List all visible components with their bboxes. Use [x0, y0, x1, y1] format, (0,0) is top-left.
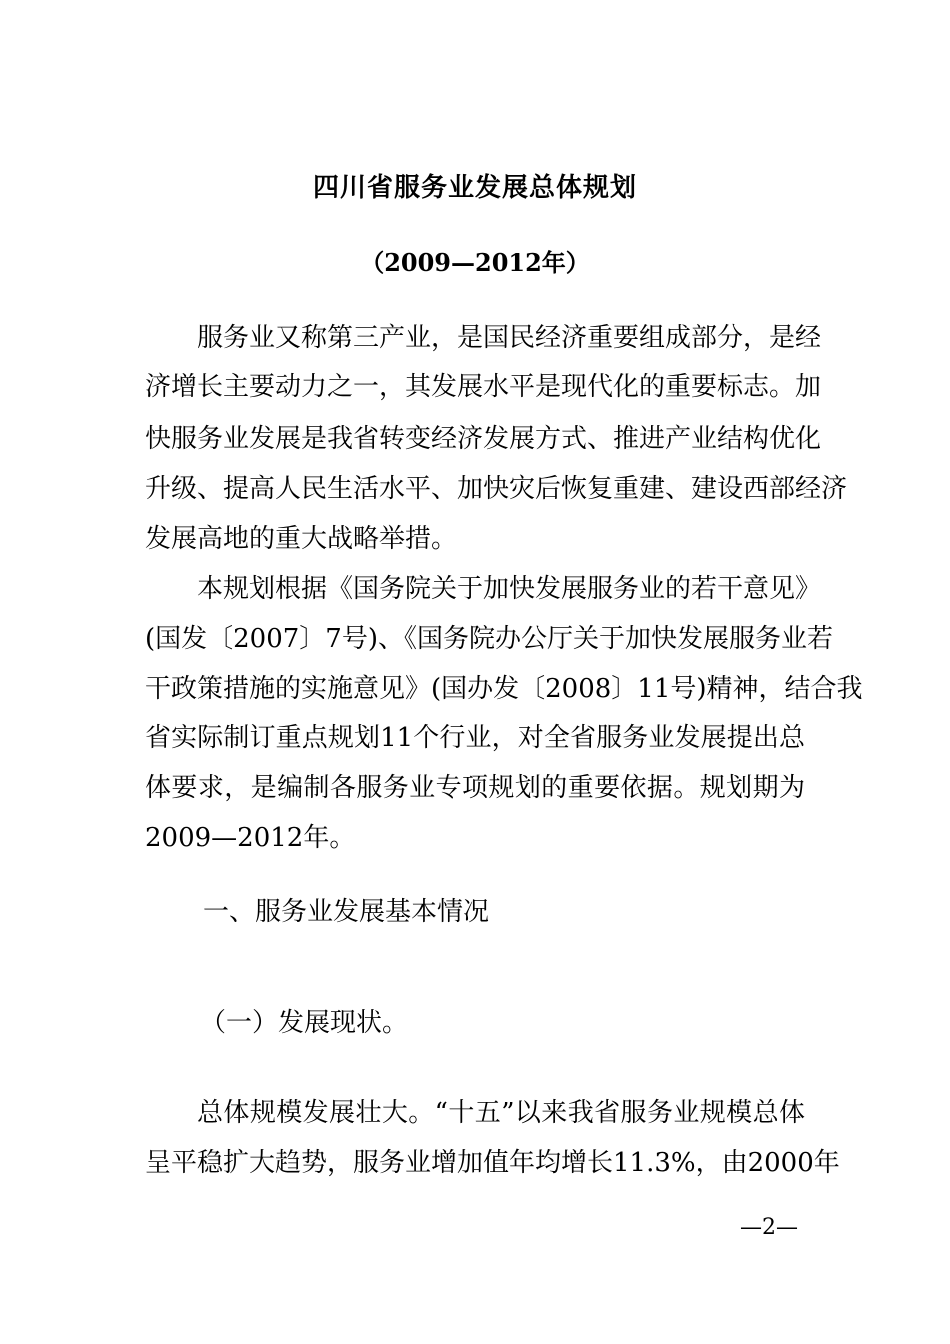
paragraph-2-line-4: 省实际制订重点规划11个行业，对全省服务业发展提出总: [145, 723, 805, 753]
paragraph-1-line-1: 服务业又称第三产业，是国民经济重要组成部分，是经: [197, 323, 822, 353]
document-title: 四川省服务业发展总体规划: [312, 173, 637, 203]
paragraph-1-line-2: 济增长主要动力之一，其发展水平是现代化的重要标志。加: [145, 372, 822, 402]
paragraph-2-line-2: (国发〔2007〕7号)、《国务院办公厅关于加快发展服务业若: [145, 624, 833, 654]
section-heading: 一、服务业发展基本情况: [203, 897, 490, 927]
page-number: —2—: [740, 1215, 798, 1240]
paragraph-1-line-4: 升级、提高人民生活水平、加快灾后恢复重建、建设西部经济: [145, 474, 848, 504]
paragraph-2-line-6: 2009—2012年。: [145, 823, 356, 853]
paragraph-1-line-5: 发展高地的重大战略举措。: [145, 524, 458, 554]
paragraph-3-line-2: 呈平稳扩大趋势，服务业增加值年均增长11.3%，由2000年: [145, 1148, 840, 1178]
document-subtitle: （2009—2012年）: [360, 248, 590, 277]
paragraph-2-line-5: 体要求，是编制各服务业专项规划的重要依据。规划期为: [145, 773, 805, 803]
paragraph-1-line-3: 快服务业发展是我省转变经济发展方式、推进产业结构优化: [145, 424, 822, 454]
subsection-heading: （一）发展现状。: [200, 1008, 409, 1038]
paragraph-2-line-1: 本规划根据《国务院关于加快发展服务业的若干意见》: [197, 574, 822, 604]
paragraph-2-line-3: 干政策措施的实施意见》(国办发〔2008〕11号)精神，结合我: [145, 674, 863, 704]
paragraph-3-line-1: 总体规模发展壮大。“十五”以来我省服务业规模总体: [197, 1098, 805, 1128]
